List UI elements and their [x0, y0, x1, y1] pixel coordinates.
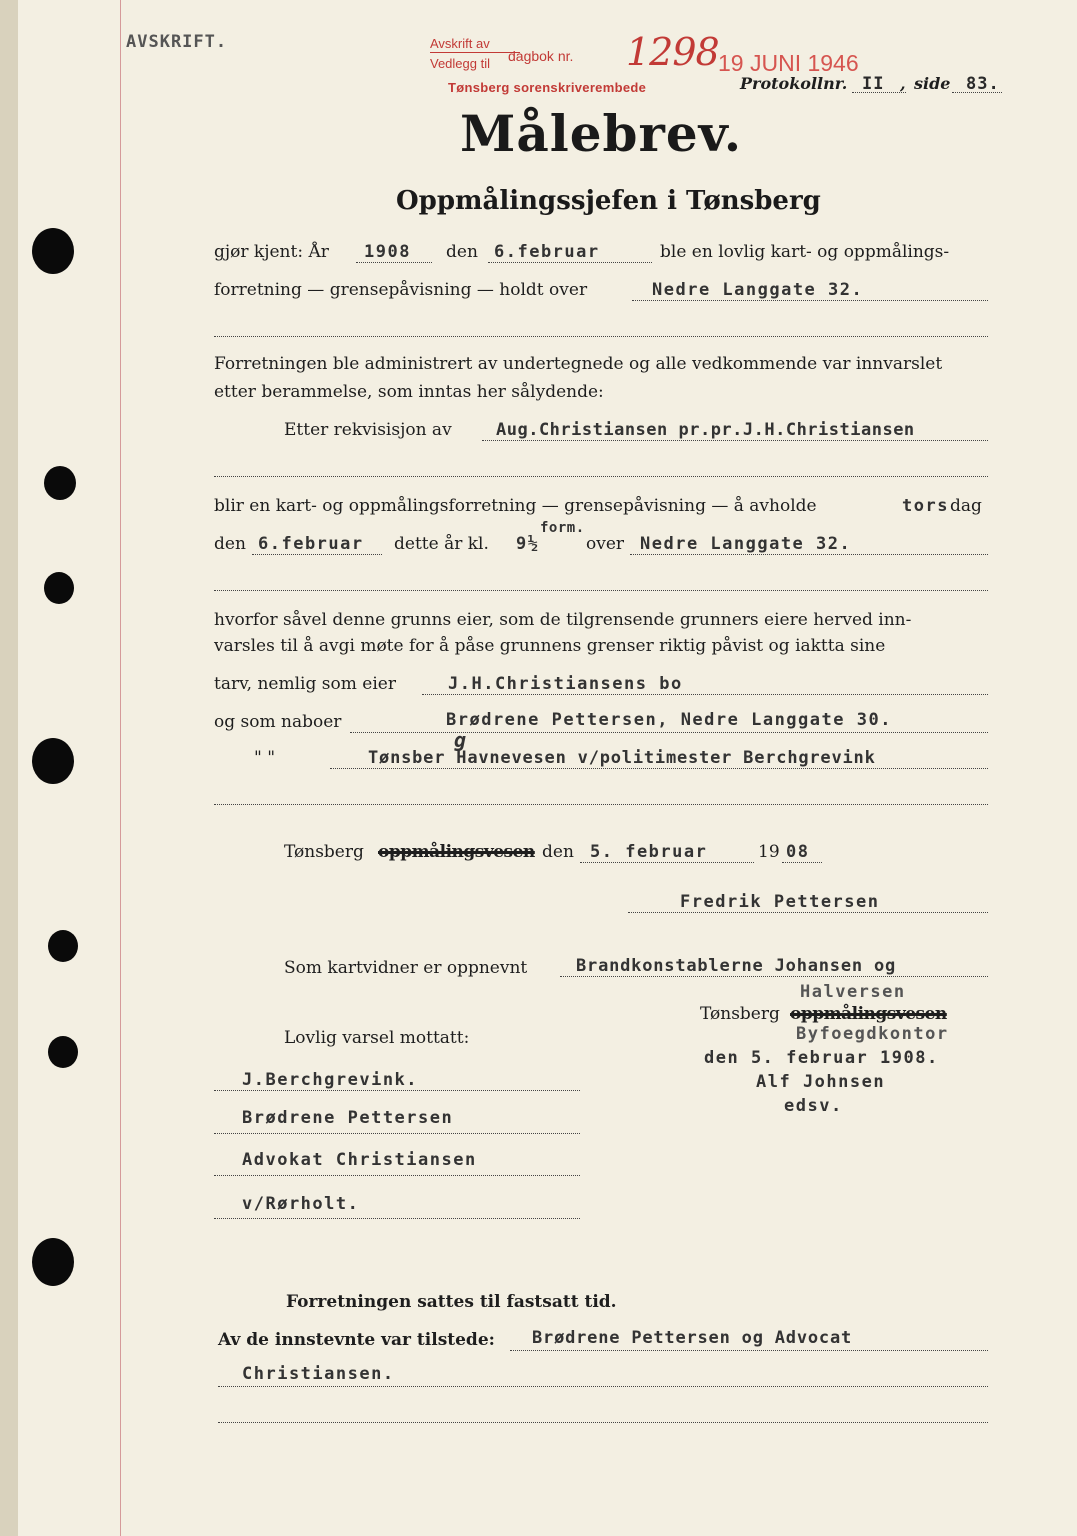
notice-date: den 5. februar 1908. [704, 1048, 939, 1068]
requisition-label: Etter rekvisisjon av [284, 420, 452, 440]
punch-hole [48, 1036, 78, 1068]
notice-struck: oppmålingsvesen [790, 1004, 947, 1024]
requisition-value: Aug.Christiansen pr.pr.J.H.Christiansen [496, 420, 915, 440]
requisition-dots [482, 440, 988, 441]
para3-weekday-suffix: dag [950, 496, 982, 516]
closing-dots [510, 1350, 988, 1351]
stamp-office: Tønsberg sorenskriverembede [448, 80, 647, 95]
received-dots [214, 1218, 580, 1219]
owner-value: J.H.Christiansens bo [448, 674, 683, 694]
closing-dots [218, 1422, 988, 1423]
para4-line3: tarv, nemlig som eier [214, 674, 396, 694]
date-dots [580, 862, 754, 863]
date-dots [488, 262, 652, 263]
dated-place: Tønsberg [284, 842, 364, 862]
para3-line1: blir en kart- og oppmålingsforretning — grensepåvisning — å avholde [214, 496, 817, 516]
dated-century: 19 [758, 842, 780, 862]
protocol-label: Protokollnr. [740, 74, 848, 93]
para1-den: den [446, 242, 478, 262]
para3-time: 9½ [516, 534, 540, 554]
side-number: 83. [966, 74, 1000, 94]
ditto-marks: " " [254, 748, 276, 768]
notice-office: Byfoegdkontor [796, 1024, 949, 1044]
neighbor1-value: Brødrene Pettersen, Nedre Langgate 30. [446, 710, 892, 730]
stamp-line-avskrift: Avskrift av [430, 36, 490, 51]
stamp-dagbok-label: dagbok nr. [508, 48, 574, 64]
owner-dots [422, 694, 988, 695]
blank-dots [214, 804, 988, 805]
dated-den: den [542, 842, 574, 862]
signature-dots [628, 912, 988, 913]
dated-date: 5. februar [590, 842, 708, 862]
binding-edge [0, 0, 18, 1536]
avskrift-mark: AVSKRIFT. [126, 32, 228, 52]
year-dots [356, 262, 432, 263]
witnesses-label: Som kartvidner er oppnevnt [284, 958, 528, 978]
neighbor2-value: Tønsber Havnevesen v/politimester Berchgrevink [368, 748, 876, 768]
para1-place: Nedre Langgate 32. [652, 280, 864, 300]
dated-year: 08 [786, 842, 810, 862]
para4-line4: og som naboer [214, 712, 342, 732]
punch-hole [44, 572, 74, 604]
stamp-rule [430, 52, 520, 53]
para3-time-sup: form. [540, 520, 585, 536]
para1-year: 1908 [364, 242, 411, 262]
para1-line2: forretning — grensepåvisning — holdt over [214, 280, 588, 300]
closing-label: Av de innstevnte var tilstede: [218, 1330, 495, 1350]
blank-dots [214, 336, 988, 337]
punch-hole [44, 466, 76, 500]
margin-rule [120, 0, 121, 1536]
received-name: Brødrene Pettersen [242, 1108, 454, 1128]
para3-den: den [214, 534, 246, 554]
para4-line1: hvorfor såvel denne grunns eier, som de tilgrensende grunners eiere herved inn- [214, 610, 912, 630]
place-dots [632, 300, 988, 301]
closing-dots [218, 1386, 988, 1387]
blank-dots [214, 590, 988, 591]
para1-text: ble en lovlig kart- og oppmålings- [660, 242, 950, 262]
received-dots [214, 1175, 580, 1176]
para4-line2: varsles til å avgi møte for å påse grunnens grenser riktig påvist og iaktta sine [214, 636, 886, 656]
neighbor2-g-correction: g [454, 728, 468, 752]
received-label: Lovlig varsel mottatt: [284, 1028, 470, 1048]
signature-surveyor: Fredrik Pettersen [680, 892, 880, 912]
neighbor-dots [350, 732, 988, 733]
para2-line2: etter berammelse, som inntas her sålydende: [214, 382, 604, 402]
notice-place: Tønsberg [700, 1004, 780, 1024]
date-dots [252, 554, 382, 555]
para3-weekday: tors [902, 496, 949, 516]
received-dots [214, 1090, 580, 1091]
punch-hole [32, 1238, 74, 1286]
witnesses-dots [560, 976, 988, 977]
para1-date: 6.februar [494, 242, 600, 262]
witnesses-value2: Halversen [800, 982, 906, 1002]
para1-intro: gjør kjent: År [214, 242, 329, 262]
year-dots [782, 862, 822, 863]
para3-time-label: dette år kl. [394, 534, 489, 554]
stamp-date: 19 JUNI 1946 [718, 50, 859, 76]
protocol-comma: , [900, 74, 906, 93]
dated-struck: oppmålingsvesen [378, 842, 535, 862]
punch-hole [32, 228, 74, 274]
neighbor-dots [330, 768, 988, 769]
notice-name: Alf Johnsen [756, 1072, 886, 1092]
page-subtitle: Oppmålingssjefen i Tønsberg [396, 186, 821, 216]
blank-dots [214, 476, 988, 477]
notice-role: edsv. [784, 1096, 843, 1116]
dagbok-number: 1298 [626, 30, 719, 74]
punch-hole [48, 930, 78, 962]
closing-line1: Forretningen sattes til fastsatt tid. [286, 1292, 617, 1312]
closing-value: Brødrene Pettersen og Advocat [532, 1328, 853, 1348]
closing-value2: Christiansen. [242, 1364, 395, 1384]
punch-hole [32, 738, 74, 784]
page-title: Målebrev. [460, 104, 743, 163]
received-name: v/Rørholt. [242, 1194, 360, 1214]
para2-line1: Forretningen ble administrert av undertegnede og alle vedkommende var innvarslet [214, 354, 943, 374]
side-label: side [914, 74, 951, 93]
received-name: J.Berchgrevink. [242, 1070, 419, 1090]
para3-over: over [586, 534, 625, 554]
para3-place: Nedre Langgate 32. [640, 534, 852, 554]
received-name: Advokat Christiansen [242, 1150, 477, 1170]
protocol-number: II [862, 74, 885, 94]
para3-date: 6.februar [258, 534, 364, 554]
stamp-line-vedlegg: Vedlegg til [430, 56, 490, 71]
witnesses-value: Brandkonstablerne Johansen og [576, 956, 897, 976]
received-dots [214, 1133, 580, 1134]
place-dots [630, 554, 988, 555]
